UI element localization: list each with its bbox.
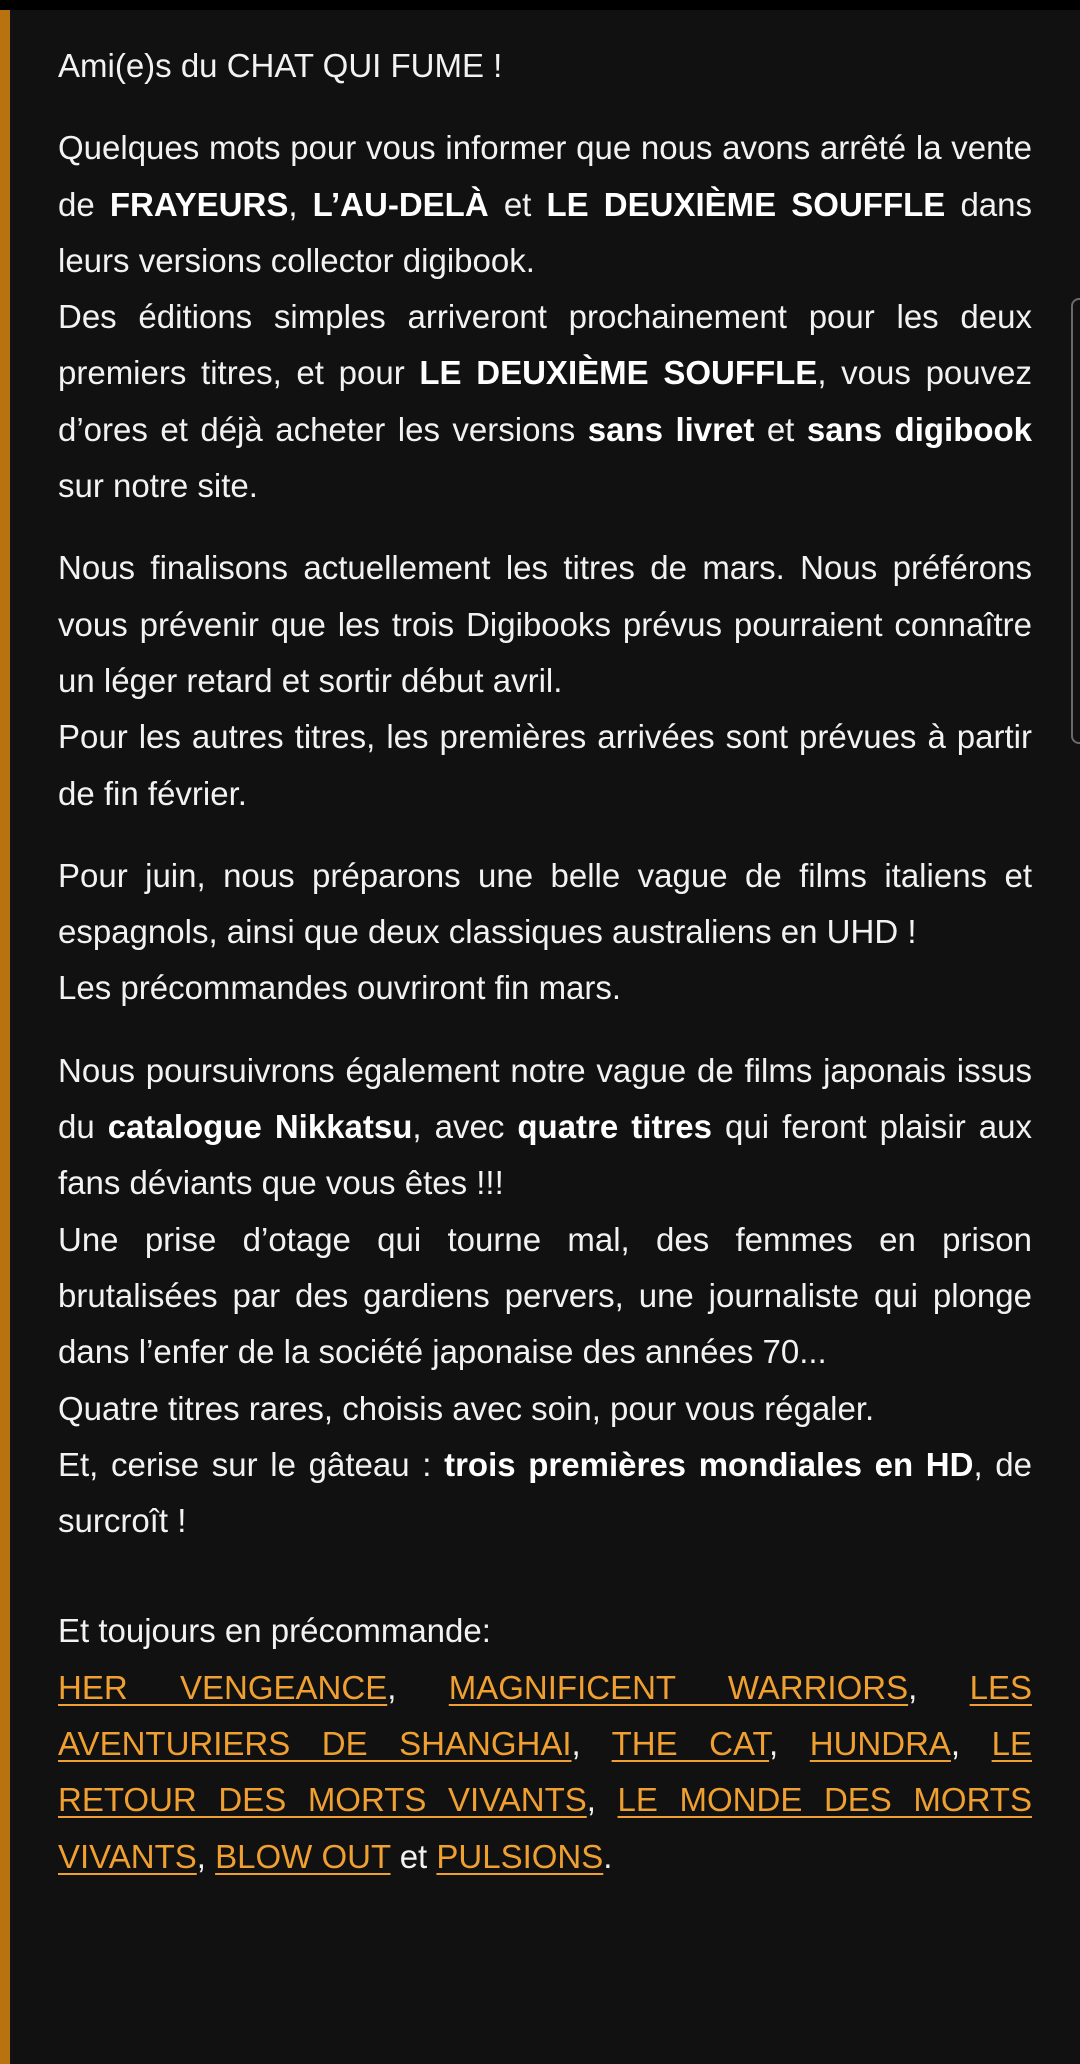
link-aventuriers-de-shanghai[interactable]: LES AVENTURIERS DE SHANGHAI	[58, 1668, 1032, 1763]
text: , vous pouvez d’ores et déjà acheter les versions	[58, 354, 1032, 448]
separator: ,	[571, 1725, 612, 1763]
link-her-vengeance[interactable]: HER VENGEANCE	[58, 1668, 388, 1706]
bold-sans-livret: sans livret	[587, 410, 755, 448]
link-hundra[interactable]: HUNDRA	[809, 1725, 951, 1763]
text: Les précommandes ouvriront fin mars.	[58, 969, 622, 1007]
text: , de surcroît !	[58, 1445, 1033, 1540]
text: Quatre titres rares, choisis avec soin, pour vous régaler.	[58, 1389, 875, 1427]
text: Une prise d’otage qui tourne mal, des femmes en prison brutalisées par des gardiens pervers, une journaliste qui plonge dans l’enfer de la société japonaise des années 70...	[58, 1220, 1032, 1371]
text: Pour les autres titres, les premières arrivées sont prévues à partir de fin février.	[58, 718, 1032, 812]
separator: ,	[387, 1668, 449, 1706]
link-blow-out[interactable]: BLOW OUT	[215, 1837, 391, 1875]
bold-sans-digibook: sans digibook	[806, 410, 1033, 448]
text: Des éditions simples arriveront prochainement pour les deux premiers titres, et pour	[58, 298, 1032, 392]
link-monde-des-morts-vivants[interactable]: LE MONDE DES MORTS VIVANTS	[58, 1781, 1032, 1875]
separator: ,	[586, 1781, 618, 1819]
status-bar-edge	[0, 0, 1080, 10]
separator: ,	[769, 1725, 810, 1763]
text: sur notre site.	[58, 467, 258, 505]
text: dans leurs versions collector digibook.	[58, 185, 1032, 279]
link-the-cat[interactable]: THE CAT	[611, 1725, 770, 1763]
title-deuxieme-souffle: LE DEUXIÈME SOUFFLE	[546, 185, 946, 223]
paragraph-march-titles	[58, 540, 1032, 821]
text: et	[488, 185, 547, 223]
bold-catalogue-nikkatsu: catalogue Nikkatsu	[107, 1108, 413, 1146]
paragraph-june-wave	[58, 848, 1032, 1017]
bold-premieres-mondiales: trois premières mondiales en HD	[444, 1445, 974, 1483]
title-au-dela: L’AU-DELÀ	[312, 185, 489, 223]
text: Pour juin, nous préparons une belle vague de films italiens et espagnols, ainsi que deux classiques australiens en UHD !	[58, 856, 1032, 951]
quote-accent-bar	[0, 10, 10, 2064]
end-period: .	[603, 1837, 613, 1875]
text: Nous poursuivrons également notre vague de films japonais issus du	[58, 1051, 1032, 1146]
link-magnificent-warriors[interactable]: MAGNIFICENT WARRIORS	[448, 1668, 909, 1706]
preorder-intro: Et toujours en précommande:	[58, 1612, 491, 1650]
title-frayeurs: FRAYEURS	[109, 185, 289, 223]
text: Nous finalisons actuellement les titres de mars. Nous préférons vous prévenir que les trois Digibooks prévus pourraient connaître un léger retard et sortir début avril.	[58, 549, 1032, 699]
paragraph-digibook-stop	[58, 120, 1032, 514]
text: Et, cerise sur le gâteau :	[58, 1445, 445, 1483]
scroll-indicator[interactable]	[1071, 298, 1080, 744]
separator: et	[390, 1837, 437, 1875]
paragraph-nikkatsu	[58, 1043, 1032, 1550]
separator: ,	[908, 1668, 970, 1706]
text: qui feront plaisir aux fans déviants que vous êtes !!!	[58, 1108, 1033, 1202]
text: Quelques mots pour vous informer que nous avons arrêté la vente de	[58, 129, 1032, 223]
text: et	[754, 410, 807, 448]
bold-quatre-titres: quatre titres	[517, 1108, 712, 1146]
text: , avec	[412, 1108, 518, 1146]
title-deuxieme-souffle: LE DEUXIÈME SOUFFLE	[419, 354, 818, 392]
link-pulsions[interactable]: PULSIONS	[436, 1837, 604, 1875]
paragraph-preorders	[58, 1603, 1032, 1884]
message-body	[58, 38, 1032, 1885]
greeting-line: Ami(e)s du CHAT QUI FUME !	[58, 47, 503, 84]
link-retour-des-morts-vivants[interactable]: LE RETOUR DES MORTS VIVANTS	[58, 1725, 1032, 1819]
separator: ,	[196, 1837, 216, 1875]
separator: ,	[950, 1725, 992, 1763]
text: ,	[288, 185, 313, 223]
